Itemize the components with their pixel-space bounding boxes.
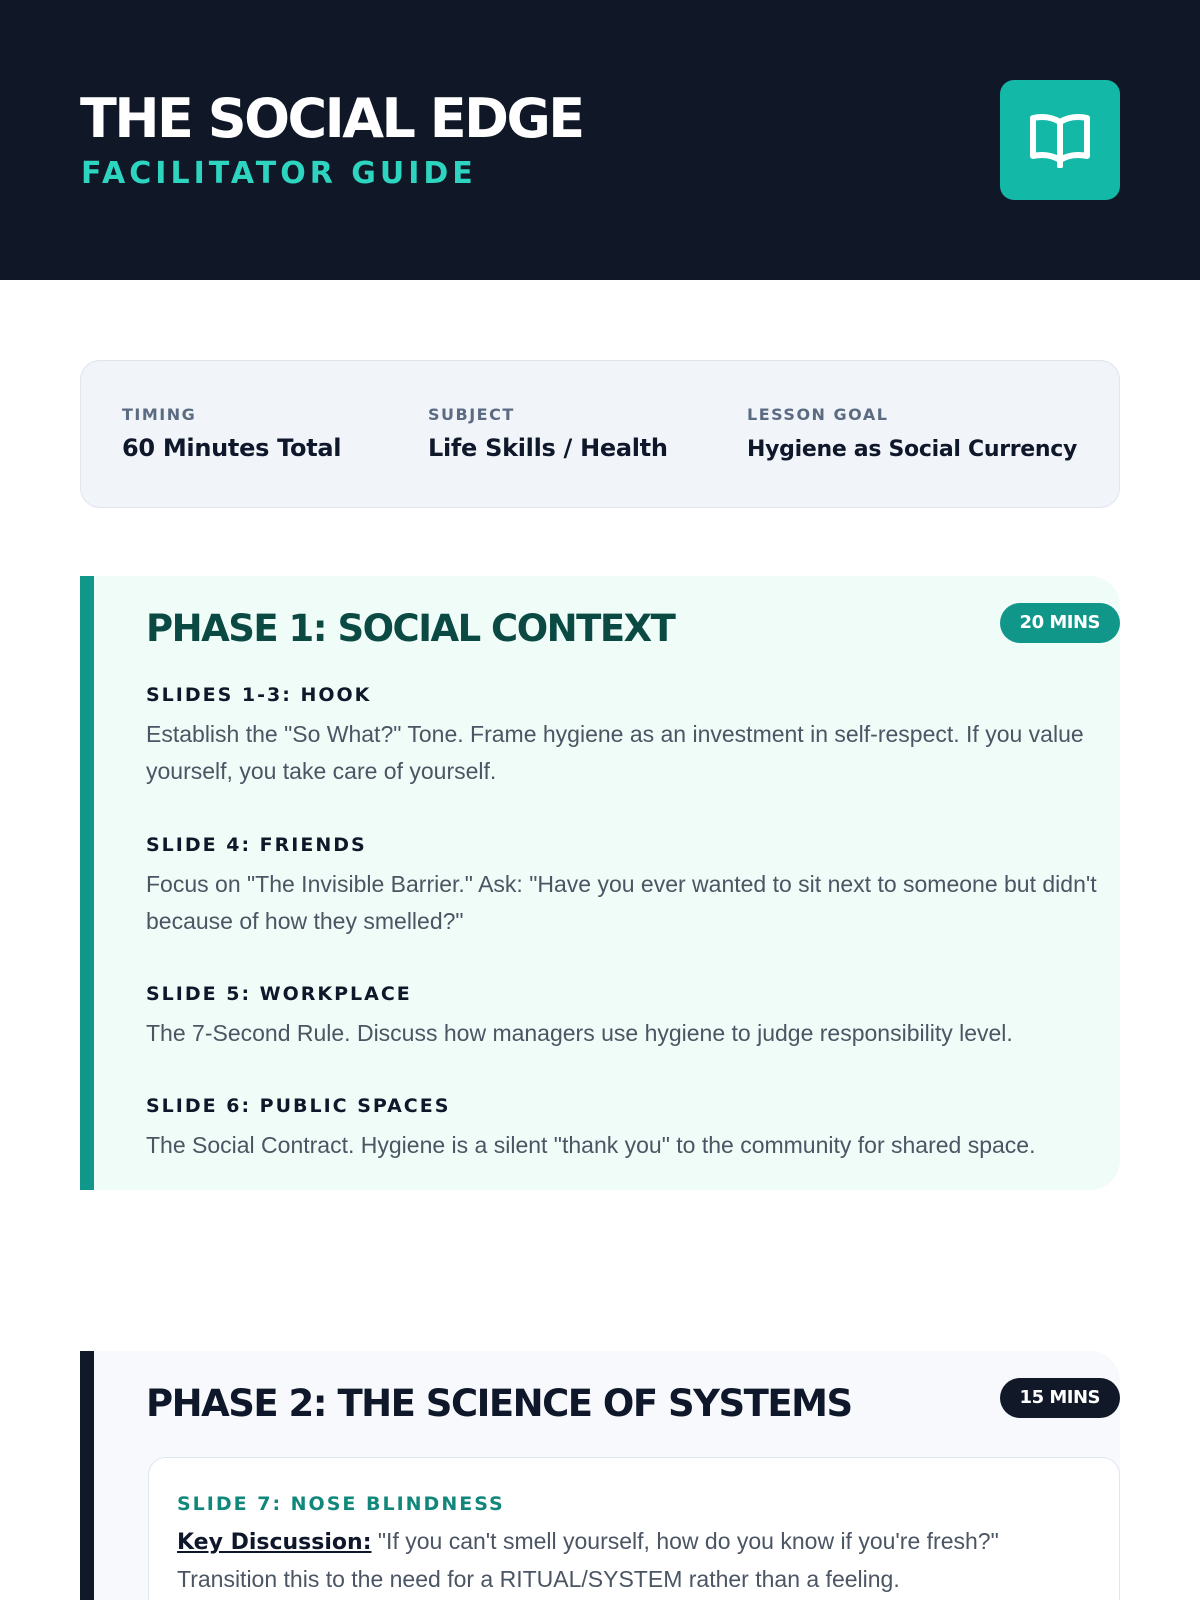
timing-value: 60 Minutes Total <box>122 434 342 462</box>
timing-label: TIMING <box>122 405 197 424</box>
slide-note-text: Establish the "So What?" Tone. Frame hygiene as an investment in self-respect. If you value yourself, you take care of yourself. <box>146 721 1084 784</box>
guide-subtitle: FACILITATOR GUIDE <box>81 156 477 191</box>
slide-note <box>146 833 1111 940</box>
slide-note-label: SLIDE 6: PUBLIC SPACES <box>146 1095 451 1117</box>
key-discussion-text: "If you can't smell yourself, how do you know if you're fresh?" Transition this to the need for a RITUAL/SYSTEM rather than a feeling. <box>177 1528 999 1592</box>
subject-block <box>428 405 668 463</box>
page-header <box>0 0 1200 280</box>
subject-label: SUBJECT <box>428 405 515 424</box>
open-book-icon <box>1028 112 1092 168</box>
phase-1-title: PHASE 1: SOCIAL CONTEXT <box>146 607 675 650</box>
lesson-info-panel <box>80 360 1120 508</box>
slide-note-label: SLIDE 5: WORKPLACE <box>146 983 412 1005</box>
slide-note-label: SLIDE 4: FRIENDS <box>146 834 367 856</box>
slide-card <box>148 1457 1120 1600</box>
slide-note-text: Focus on "The Invisible Barrier." Ask: "Have you ever wanted to sit next to someone but didn't because of how they smelled?" <box>146 871 1097 934</box>
logo-badge <box>1000 80 1120 200</box>
goal-value: Hygiene as Social Currency <box>747 437 1078 462</box>
subject-value: Life Skills / Health <box>428 434 668 462</box>
slide-note-label: SLIDES 1-3: HOOK <box>146 684 372 706</box>
slide-note-text: The 7-Second Rule. Discuss how managers use hygiene to judge responsibility level. <box>146 1020 1013 1046</box>
guide-title: THE SOCIAL EDGE <box>80 87 583 150</box>
phase-1-section <box>80 576 1120 1190</box>
timing-block <box>122 405 341 463</box>
phase-1-duration-badge: 20 MINS <box>1000 603 1120 643</box>
phase-2-section <box>80 1351 1120 1600</box>
goal-block <box>747 405 1077 465</box>
slide-note <box>146 1094 1111 1164</box>
phase-2-duration-badge: 15 MINS <box>1000 1378 1120 1418</box>
key-discussion-label: Key Discussion: <box>177 1530 372 1555</box>
phase-2-title: PHASE 2: THE SCIENCE OF SYSTEMS <box>146 1382 852 1425</box>
slide-note <box>146 982 1111 1052</box>
slide-note <box>146 683 1111 790</box>
slide-card-text <box>177 1523 1097 1598</box>
goal-label: LESSON GOAL <box>747 405 889 424</box>
slide-note-text: The Social Contract. Hygiene is a silent "thank you" to the community for shared space. <box>146 1132 1036 1158</box>
slide-card-label: SLIDE 7: NOSE BLINDNESS <box>177 1493 505 1515</box>
